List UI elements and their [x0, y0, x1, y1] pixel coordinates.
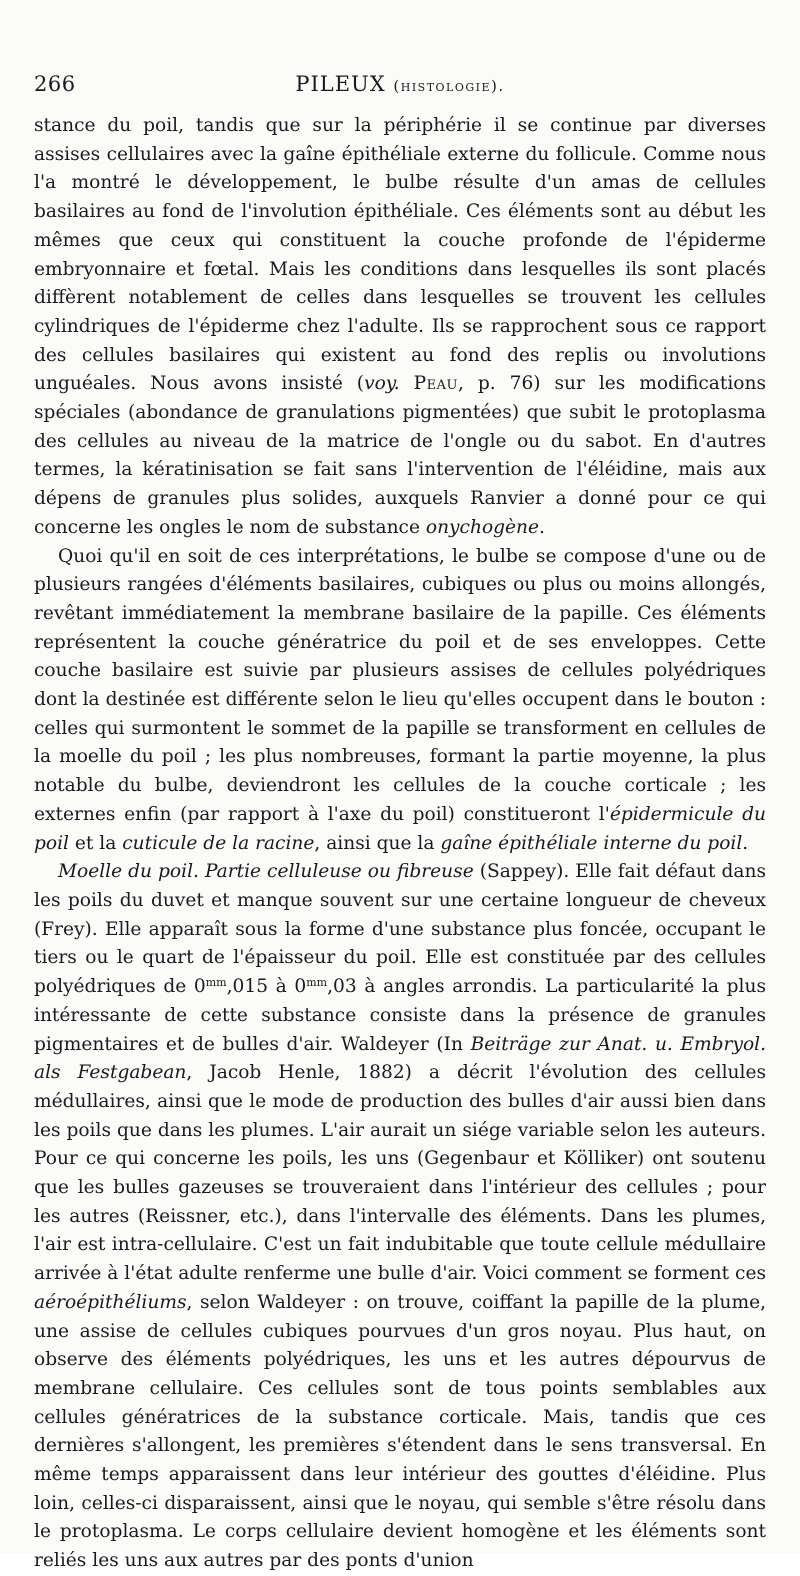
paragraph-2-text-c: , ainsi que la [314, 832, 441, 854]
term-epidermicule: épidermicule du poil [34, 803, 766, 854]
peau-reference: Peau [413, 373, 459, 395]
paragraph-2-end: . [742, 832, 749, 854]
paragraph-3-text-c: ,03 à angles arrondis. La particularité la plus intéressante de cette substance consiste dans la présence de granules pigmentaires et de bulles d'air. Waldeyer (In [34, 976, 766, 1055]
paragraph-1-end: . [539, 516, 545, 538]
unit-mm: mm [205, 976, 227, 990]
text-body [34, 112, 766, 1576]
page-number: 266 [34, 72, 76, 96]
paragraph-3-text-b: ,015 à 0 [226, 976, 307, 998]
unit-mm: mm [306, 976, 328, 990]
section-heading-moelle: Moelle du poil. Partie celluleuse ou fibreuse [58, 861, 474, 883]
running-title-sub: (histologie). [393, 77, 505, 95]
paragraph-3-text-d: , Jacob Henle, 1882) a décrit l'évolution des cellules médullaires, ainsi que le mode de production des bulles d'air aussi bien dans les poils que dans les plumes. L'air aurait un siége variable selon les auteurs. Pour ce qui concerne les poils, les uns (Gegenbaur et Kölliker) ont soutenu que les bulles gazeuses se trouveraient dans l'intérieur des cellules ; pour les autres (Reissner, etc.), dans l'intervalle des éléments. Dans les plumes, l'air est intra-cellulaire. C'est un fait indubitable que toute cellule médullaire arrivée à l'état adulte renferme une bulle d'air. Voici comment se forment ces [34, 1062, 766, 1285]
voy-reference: voy. [364, 373, 400, 395]
running-header [34, 70, 766, 104]
term-cuticule: cuticule de la racine [122, 832, 315, 854]
paragraph-2-text: Quoi qu'il en soit de ces interprétations, le bulbe se compose d'une ou de plusieurs rangées d'éléments basilaires, cubiques ou plus ou moins allongés, revêtant immédiatement la membrane basilaire de la papille. Ces éléments représentent la couche génératrice du poil et de ses enveloppes. Cette couche basilaire est suivie par plusieurs assises de cellules polyédriques dont la destinée est différente selon le lieu qu'elles occupent dans le bouton : celles qui surmontent le sommet de la papille se transforment en cellules de la moelle du poil ; les plus nombreuses, formant la partie moyenne, la plus notable du bulbe, deviendront les cellules de la couche corticale ; les externes enfin (par rapport à l'axe du poil) constitueront l' [34, 545, 766, 825]
citation-beitrage: Beiträge zur Anat. u. Embryol. als Festgabean [34, 1033, 767, 1084]
paragraph-1-text: stance du poil, tandis que sur la périphérie il se continue par diverses assises cellulaires avec la gaîne épithéliale externe du follicule. Comme nous l'a montré le développement, le bulbe résulte d'un amas de cellules basilaires au fond de l'involution épithéliale. Ces éléments sont au début les mêmes que ceux qui constituent la couche profonde de l'épiderme embryonnaire et fœtal. Mais les conditions dans lesquelles ils sont placés diffèrent notablement de celles dans lesquelles se trouvent les cellules cylindriques de l'épiderme chez l'adulte. Ils se rapprochent sous ce rapport des cellules basilaires qui existent au fond des replis ou involutions unguéales. Nous avons insisté ( [34, 115, 766, 395]
term-aeroepitheliums: aéroépithéliums [34, 1291, 187, 1313]
paragraph-3-text-e: , selon Waldeyer : on trouve, coiffant la papille de la plume, une assise de cellules cubiques pourvues d'un gros noyau. Plus haut, on observe des éléments polyédriques, les uns et les autres dépourvus de membrane cellulaire. Ces cellules sont de tous points semblables aux cellules génératrices de la substance corticale. Mais, tandis que ces dernières s'allongent, les premières s'étendent dans le sens transversal. En même temps apparaissent dans leur intérieur des gouttes d'éléidine. Plus loin, celles-ci disparaissent, ainsi que le noyau, qui semble s'être résolu dans le protoplasma. Le corps cellulaire devient homogène et les éléments sont reliés les uns aux autres par des ponts d'union [34, 1291, 766, 1572]
paragraph-2-text-b: et la [69, 832, 123, 854]
paragraph-1-text-b: , p. 76) sur les modifications spéciales (abondance de granulations pigmentées) que subit le protoplasma des cellules au niveau de la matrice de l'ongle ou du sabot. En d'autres termes, la kératinisation se fait sans l'intervention de l'éléidine, mais aux dépens de granules plus solides, auxquels Ranvier a donné pour ce qui concerne les ongles le nom de substance [34, 373, 766, 538]
paragraph-3 [34, 858, 766, 1576]
running-title [34, 72, 766, 96]
term-onychogene: onychogène [425, 516, 540, 538]
paragraph-1 [34, 112, 766, 543]
term-gaine: gaîne épithéliale interne du poil [440, 832, 743, 854]
paragraph-2 [34, 543, 766, 859]
paragraph-3-text: (Sappey). Elle fait défaut dans les poils du duvet et manque souvent sur une certaine longueur de cheveux (Frey). Elle apparaît sous la forme d'une substance plus foncée, occupant le tiers ou le quart de l'épaisseur du poil. Elle est constituée par des cellules polyédriques de 0 [34, 861, 766, 998]
running-title-main: PILEUX [295, 72, 386, 96]
